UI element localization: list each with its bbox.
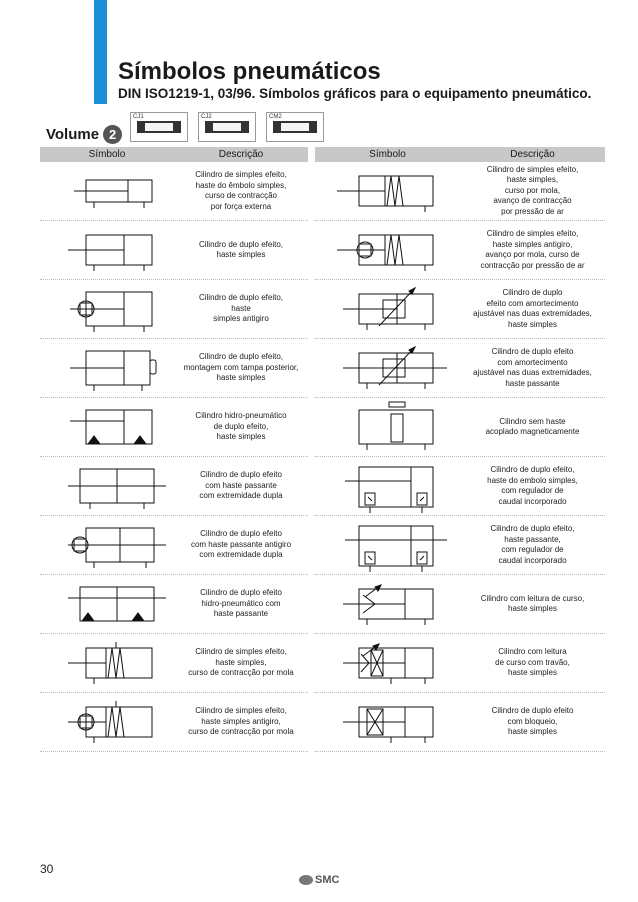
- table-row: [315, 516, 605, 575]
- description: Cilindro de duplo efeito com bloqueio, haste simples: [491, 706, 574, 737]
- table-row: [40, 280, 308, 339]
- hydro-pneumatic-through-rod-icon: [40, 575, 174, 633]
- brand-name: SMC: [315, 874, 340, 886]
- table-row: [315, 634, 605, 693]
- stroke-reading-brake-cylinder-icon: [315, 634, 460, 692]
- table-row: [40, 162, 308, 221]
- single-acting-cylinder-external-spring-icon: [40, 162, 174, 220]
- volume-badge: 2: [103, 125, 122, 144]
- description: Cilindro de simples efeito, haste simples, curso de contracção por mola: [188, 647, 294, 678]
- double-acting-cylinder-icon: [40, 221, 174, 279]
- table-row: [315, 398, 605, 457]
- page-number: 30: [40, 862, 54, 876]
- table-row: [40, 516, 308, 575]
- hydro-pneumatic-cylinder-icon: [40, 398, 174, 456]
- table-row: [40, 398, 308, 457]
- table-row: [40, 221, 308, 280]
- description: Cilindro de duplo efeito com haste passante antigiro com extremidade dupla: [190, 529, 292, 560]
- description: Cilindro de simples efeito, haste simples antigiro, avanço por mola, curso de contracção por pressão de ar: [480, 229, 585, 270]
- double-acting-cylinder-non-rotating-icon: [40, 280, 174, 338]
- table-row: [40, 457, 308, 516]
- table-row: [40, 339, 308, 398]
- adjustable-cushion-through-rod-icon: [315, 339, 460, 397]
- product-photo-1: [130, 112, 188, 142]
- double-acting-through-rod-icon: [40, 457, 174, 515]
- symbols-table-right: [315, 147, 605, 752]
- table-row: [40, 693, 308, 752]
- locking-cylinder-icon: [315, 693, 460, 751]
- description: Cilindro sem haste acoplado magneticamente: [485, 416, 580, 436]
- description: Cilindro de simples efeito, haste simples antigiro, curso de contracção por mola: [188, 706, 294, 737]
- double-acting-through-rod-non-rotating-icon: [40, 516, 174, 574]
- description: Cilindro de duplo efeito com haste passante com extremidade dupla: [199, 470, 283, 501]
- table-header: [40, 147, 308, 162]
- table-row: [315, 693, 605, 752]
- rodless-magnetic-cylinder-icon: [315, 398, 460, 456]
- flow-control-through-rod-icon: [315, 516, 460, 574]
- table-row: [40, 634, 308, 693]
- description: Cilindro com leitura de curso, haste simples: [480, 593, 585, 613]
- table-row: [315, 162, 605, 221]
- header-description: Descrição: [218, 149, 264, 160]
- header-symbol: Símbolo: [88, 149, 126, 160]
- flow-control-cylinder-icon: [315, 457, 460, 515]
- product-photo-1-tag: CJ1: [133, 114, 144, 120]
- table-row: [315, 280, 605, 339]
- description: Cilindro de simples efeito, haste simples, curso por mola, avanço de contracção por pressão de ar: [486, 164, 579, 216]
- description: Cilindro com leitura de curso com travão, haste simples: [495, 647, 570, 678]
- header-description: Descrição: [510, 149, 555, 160]
- single-acting-spring-advance-icon: [315, 162, 460, 220]
- description: Cilindro de duplo efeito hidro-pneumático com haste passante: [200, 588, 282, 619]
- product-photo-2-tag: CJ2: [201, 114, 212, 120]
- table-row: [315, 457, 605, 516]
- symbols-table-left: [40, 147, 308, 752]
- description: Cilindro de duplo efeito com amortecimento ajustável nas duas extremidades, haste passante: [473, 347, 592, 388]
- stroke-reading-cylinder-icon: [315, 575, 460, 633]
- page-title: Símbolos pneumáticos: [118, 58, 381, 85]
- description: Cilindro de duplo efeito, haste do embolo simples, com regulador de caudal incorporado: [487, 465, 578, 506]
- table-row: [40, 575, 308, 634]
- description: Cilindro de duplo efeito, haste passante, com regulador de caudal incorporado: [490, 524, 575, 565]
- product-photo-3: [266, 112, 324, 142]
- description: Cilindro hidro-pneumático de duplo efeito, haste simples: [195, 411, 287, 442]
- adjustable-cushion-cylinder-icon: [315, 280, 460, 338]
- accent-bar: [94, 0, 107, 104]
- single-acting-spring-non-rotating-icon: [40, 693, 174, 751]
- single-acting-spring-advance-non-rotating-icon: [315, 221, 460, 279]
- description: Cilindro de duplo efeito com amortecimento ajustável nas duas extremidades, haste simples: [473, 288, 592, 329]
- brand-logo: [299, 874, 339, 886]
- product-photo-2: [198, 112, 256, 142]
- description: Cilindro de simples efeito, haste do êmbolo simples, curso de contracção por força externa: [195, 170, 287, 211]
- description: Cilindro de duplo efeito, haste simples: [198, 239, 284, 259]
- table-header: [315, 147, 605, 162]
- table-row: [315, 575, 605, 634]
- description: Cilindro de duplo efeito, montagem com tampa posterior, haste simples: [183, 352, 299, 383]
- volume-label: Volume: [46, 126, 100, 143]
- header-symbol: Símbolo: [369, 149, 406, 160]
- table-row: [315, 339, 605, 398]
- description: Cilindro de duplo efeito, haste simples antigiro: [198, 293, 284, 324]
- table-row: [315, 221, 605, 280]
- volume-indicator: [46, 125, 122, 144]
- page-subtitle: DIN ISO1219-1, 03/96. Símbolos gráficos para o equipamento pneumático.: [118, 86, 592, 101]
- single-acting-spring-return-icon: [40, 634, 174, 692]
- double-acting-cylinder-rear-cover-icon: [40, 339, 174, 397]
- product-photo-3-tag: CM2: [269, 114, 282, 120]
- smc-logo-icon: [299, 875, 313, 885]
